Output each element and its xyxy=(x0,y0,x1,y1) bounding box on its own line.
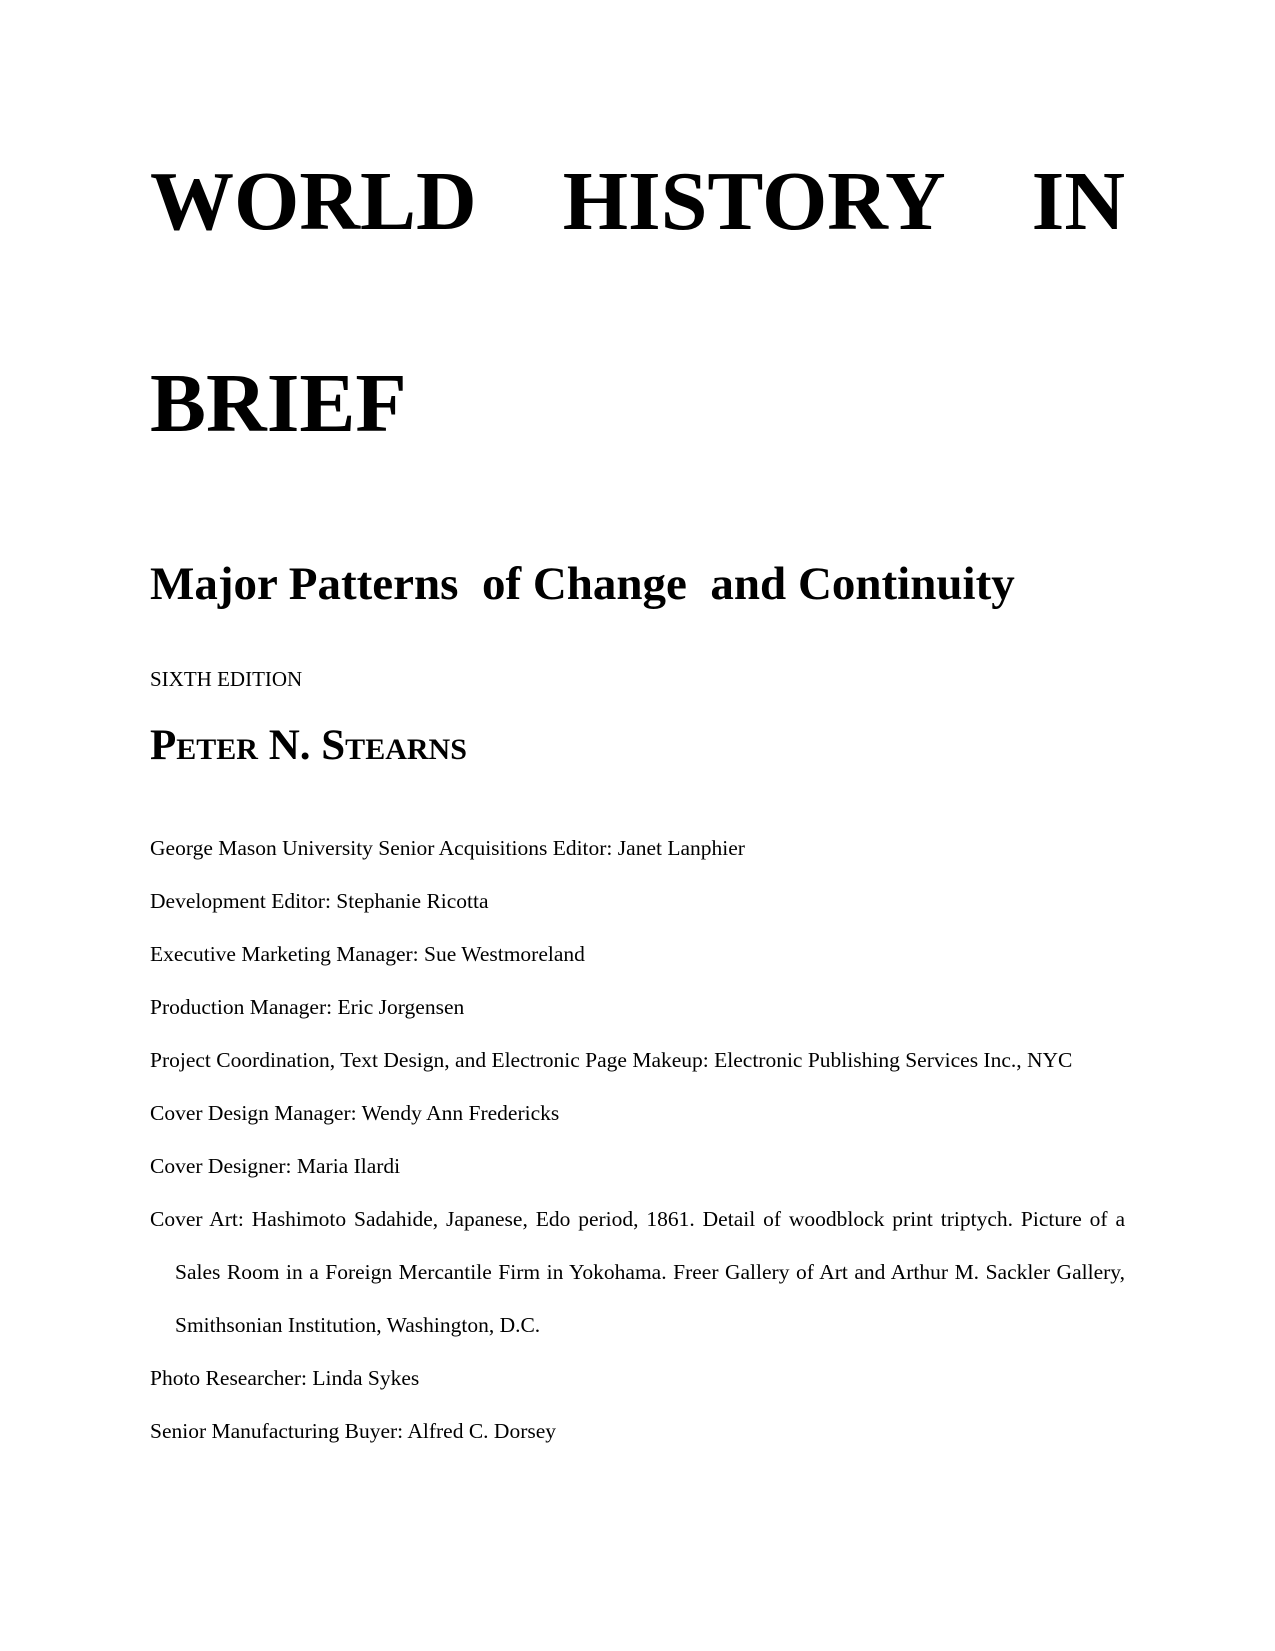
credit-photo-researcher: Photo Researcher: Linda Sykes xyxy=(150,1366,420,1390)
credit-manufacturing-buyer: Senior Manufacturing Buyer: Alfred C. Dorsey xyxy=(150,1419,557,1443)
credit-marketing-manager: Executive Marketing Manager: Sue Westmoreland xyxy=(150,942,585,966)
credit-development-editor: Development Editor: Stephanie Ricotta xyxy=(150,889,489,913)
book-subtitle: Major Patterns of Change and Continuity xyxy=(150,558,1015,610)
title-word-world: WORLD xyxy=(150,155,477,248)
credit-project-coordination: Project Coordination, Text Design, and Electronic Page Makeup: Electronic Publishing Services Inc., NYC xyxy=(150,1048,1073,1072)
credit-cover-designer: Cover Designer: Maria Ilardi xyxy=(150,1154,401,1178)
edition-label: SIXTH EDITION xyxy=(150,667,303,691)
credit-cover-art: Cover Art: Hashimoto Sadahide, Japanese, Edo period, 1861. Detail of woodblock print triptych. Picture of a Sales Room in a Foreign Mercantile Firm in Yokohama. Freer Gallery of Art and Arthur M. Sackler Gallery, Smithsonian Institution, Washington, D.C. xyxy=(150,1207,1125,1337)
credit-acquisitions-editor: George Mason University Senior Acquisitions Editor: Janet Lanphier xyxy=(150,836,745,860)
author-name: Peter N. Stearns xyxy=(150,722,467,769)
credit-cover-design-manager: Cover Design Manager: Wendy Ann Fredericks xyxy=(150,1101,560,1125)
book-title-line-1 xyxy=(150,155,1125,248)
book-title-line-2: BRIEF xyxy=(150,357,407,450)
credit-production-manager: Production Manager: Eric Jorgensen xyxy=(150,995,465,1019)
title-word-in: IN xyxy=(1031,155,1125,248)
title-word-history: HISTORY xyxy=(562,155,946,248)
credits-list xyxy=(150,822,1125,1458)
